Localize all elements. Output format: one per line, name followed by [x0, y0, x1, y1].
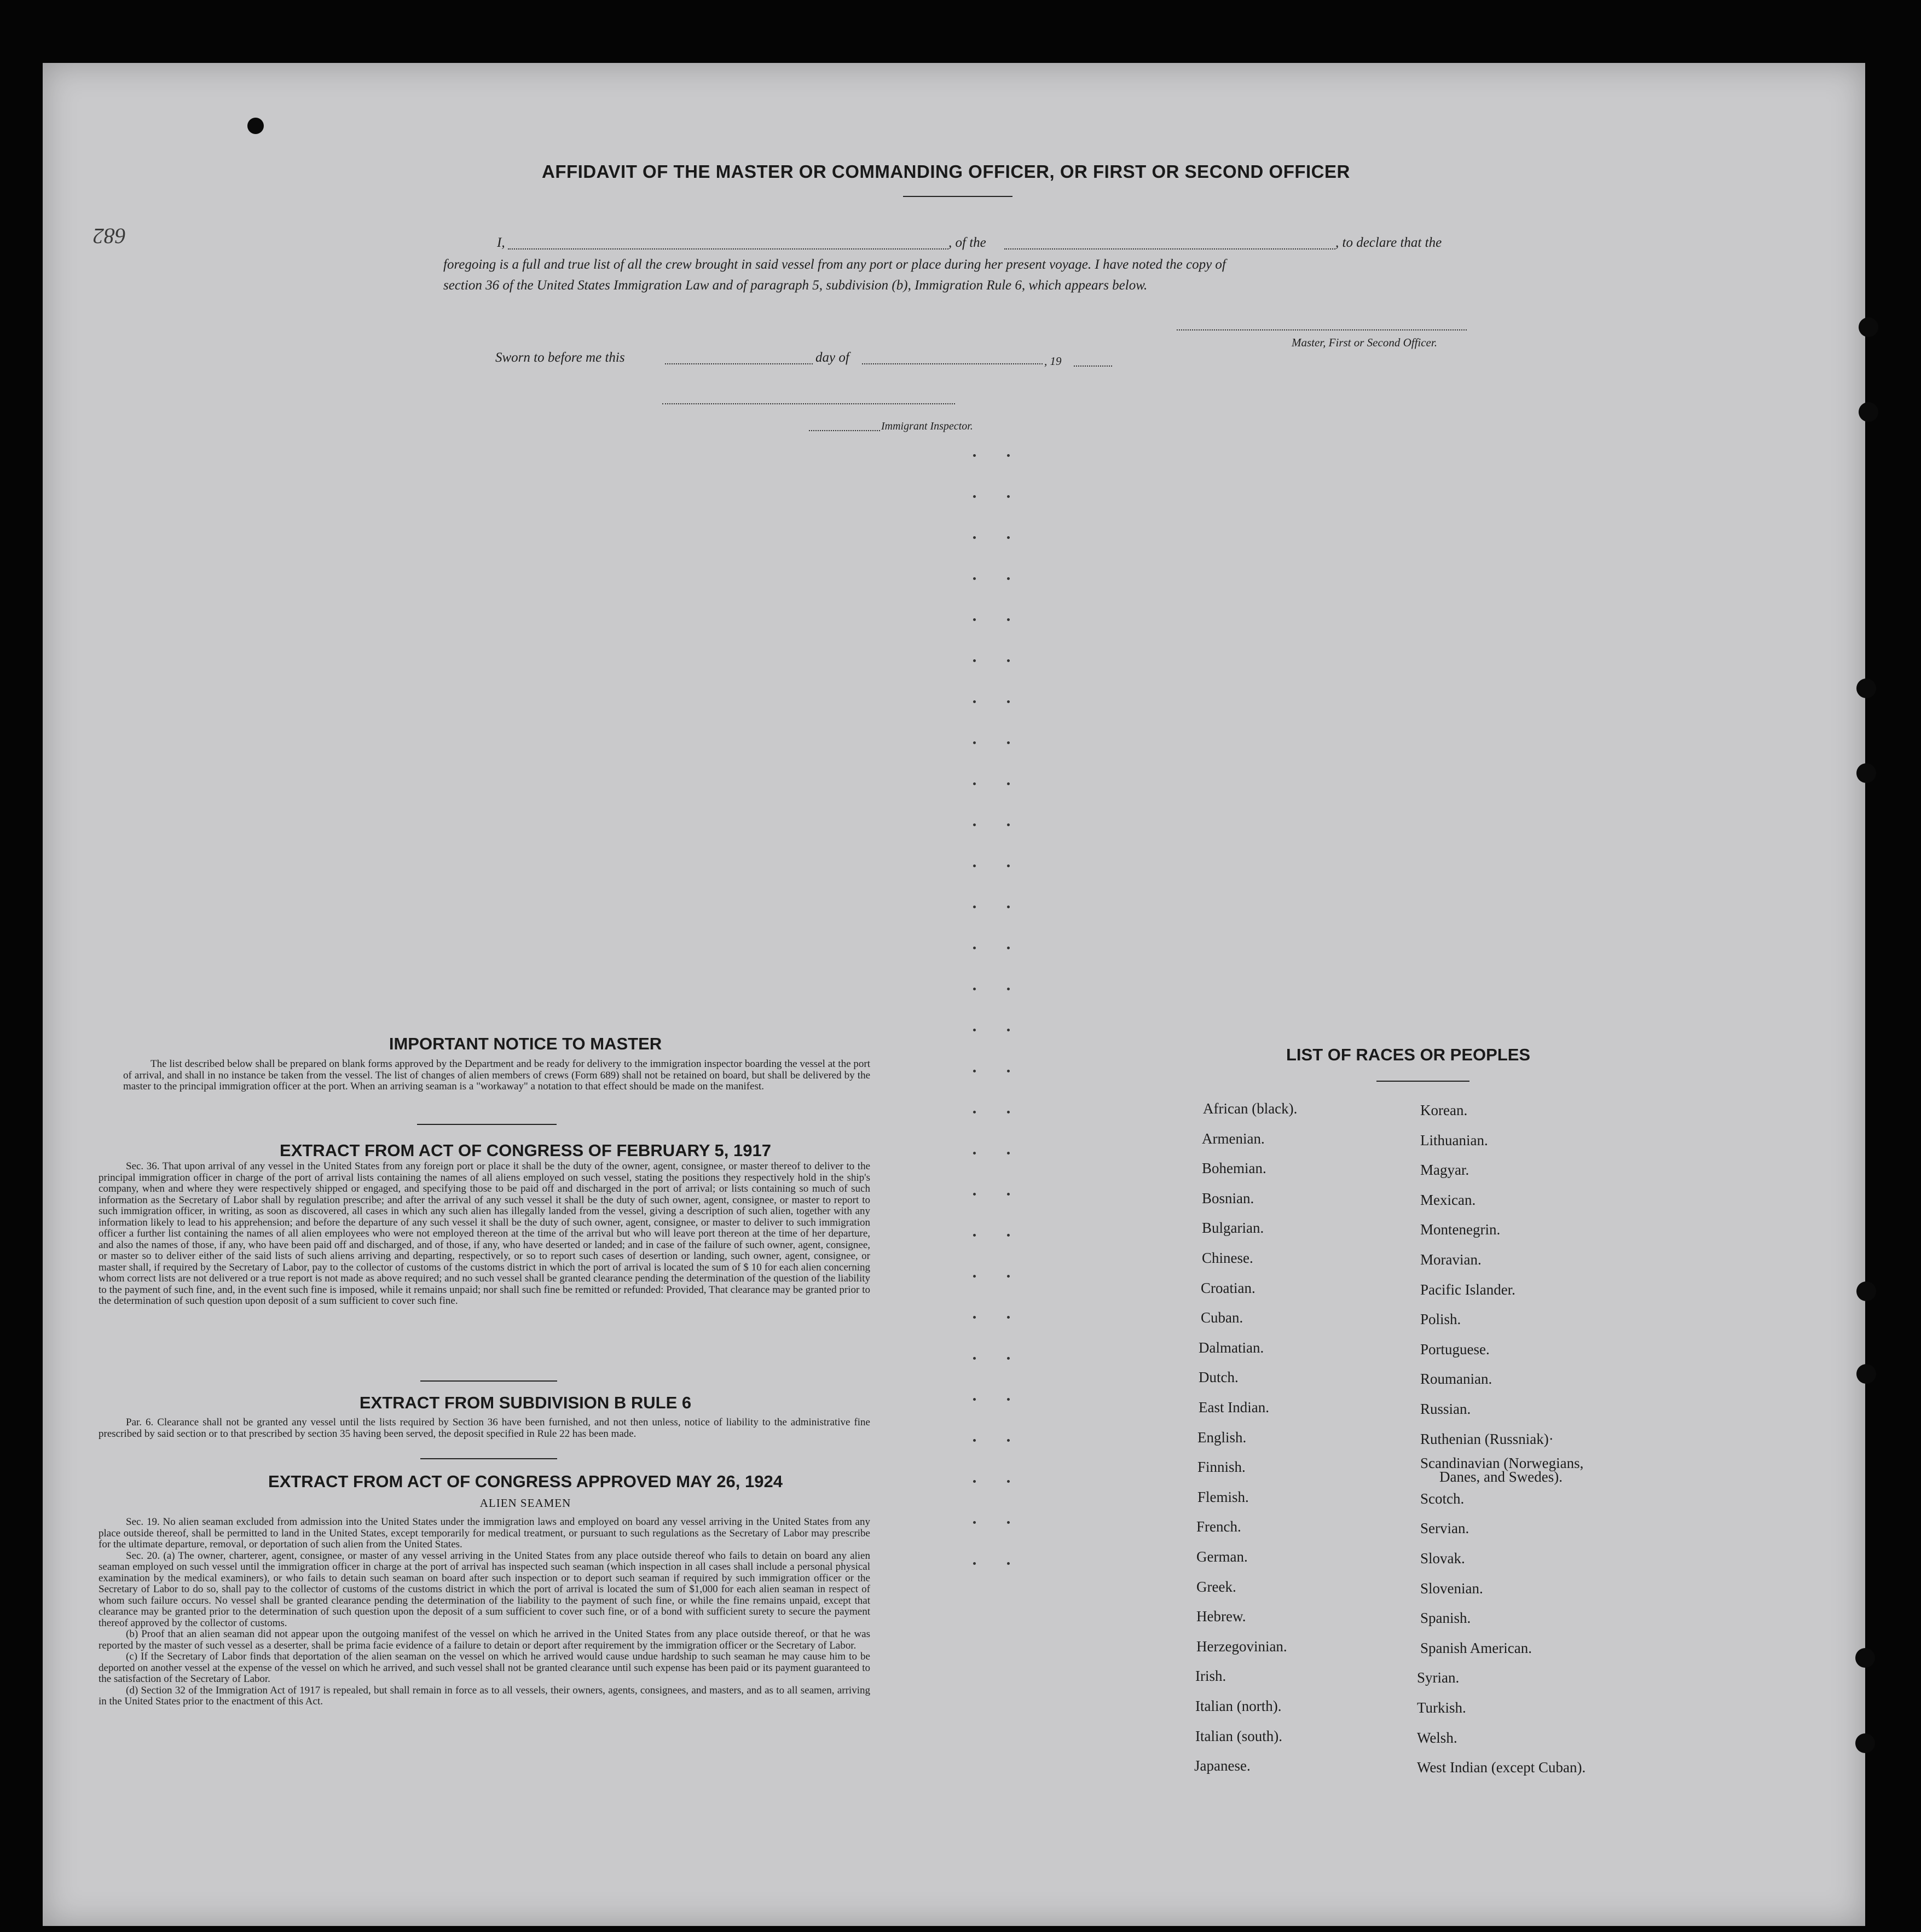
- race-item: Russian.: [1420, 1401, 1471, 1417]
- scan-speck: [973, 1357, 976, 1360]
- race-item: Montenegrin.: [1420, 1221, 1501, 1238]
- race-item: Finnish.: [1197, 1459, 1246, 1476]
- punch-hole: [1856, 678, 1876, 698]
- race-item: Ruthenian (Russniak)·: [1420, 1430, 1554, 1447]
- rule6-body: Par. 6. Clearance shall not be granted any vessel until the lists required by Section 36 have been furnished, and not then unless, notice of liability to the administrative fine prescribed by said section or to that prescribed by section 35 having been served, the deposit specified in Rule 22 has been made.: [99, 1417, 870, 1440]
- extract-1917-body: Sec. 36. That upon arrival of any vessel in the United States from any foreign port or place it shall be the duty of the owner, agent, consignee, or master thereof to deliver to the principal immigration officer in charge of the port of arrival lists containing the names of all aliens employed on such vessel, stating the positions they respectively hold in the ship's company, when and where they were respectively shipped or engaged, and specifying those to be paid off and discharged in the port of arrival; or lists containing so much of such information as the Secretary of Labor shall by regulation prescribe; and after the arrival of any such vessel it shall be the duty of such owner, agent, consignee, or master to report to such immigration officer, in writing, as soon as discovered, all cases in which any such alien has illegally landed from the vessel, giving a description of such alien, together with any information likely to lead to his apprehension; and before the departure of any such vessel it shall be the duty of such owner, agent, consignee, or master to deliver to such immigration officer a further list containing the names of all alien employees who were not employed thereon at the time of the arrival but who will leave port thereon at the time of her departure, and also the names of those, if any, who have been paid off and discharged, and of those, if any, who have deserted or landed; and in case of the failure of such owner, agent, consignee, or master so to deliver either of the said lists of such aliens arriving and departing, respectively, or so to report such cases of desertion or landing, such owner, agent, consignee, or master shall, if required by the Secretary of Labor, pay to the collector of customs of the customs district in which the port of arrival is located the sum of $ 10 for each alien concerning whom correct lists are not delivered or a true report is not made as above required; and no such vessel shall be granted clearance pending the determination of the question of the liability to the payment of such fine, and, in the event such fine is imposed, while it remains unpaid; nor shall such fine be remitted or refunded: Provided, That clearance may be granted prior to the determination of such question upon deposit of a sum sufficient to cover such fine.: [99, 1161, 870, 1307]
- race-item: Japanese.: [1194, 1757, 1251, 1774]
- punch-hole: [1855, 1648, 1875, 1668]
- affidavit-line1-mid: , of the: [948, 235, 986, 250]
- name-field[interactable]: [508, 248, 948, 250]
- race-item: Flemish.: [1197, 1488, 1249, 1505]
- signature-field[interactable]: [1177, 329, 1467, 330]
- scan-speck: [973, 577, 976, 580]
- extract-1924-title: EXTRACT FROM ACT OF CONGRESS APPROVED MAY 26, 1924: [268, 1472, 783, 1491]
- scan-speck: [1007, 1234, 1010, 1237]
- race-item: Bosnian.: [1202, 1190, 1254, 1206]
- race-item: French.: [1196, 1518, 1241, 1535]
- race-item: Croatian.: [1201, 1279, 1255, 1296]
- scan-speck: [1007, 1029, 1010, 1031]
- scan-speck: [1007, 1070, 1010, 1072]
- race-item: Dutch.: [1199, 1369, 1239, 1386]
- race-item: Portuguese.: [1420, 1341, 1490, 1357]
- race-item: Lithuanian.: [1420, 1132, 1488, 1148]
- scan-speck: [1007, 947, 1010, 949]
- race-item: Irish.: [1195, 1668, 1226, 1685]
- rule6-title: EXTRACT FROM SUBDIVISION B RULE 6: [359, 1393, 692, 1412]
- scan-speck: [1007, 865, 1010, 867]
- race-item: Moravian.: [1420, 1251, 1482, 1268]
- race-item: Cuban.: [1201, 1309, 1243, 1326]
- race-item: Syrian.: [1417, 1669, 1460, 1686]
- race-item: Servian.: [1420, 1520, 1469, 1537]
- inspector-signature-field[interactable]: [662, 403, 955, 404]
- scan-speck: [1007, 1439, 1010, 1442]
- sworn-month-field[interactable]: [862, 363, 1043, 364]
- margin-mark: 682: [93, 224, 126, 248]
- race-item: English.: [1197, 1429, 1247, 1446]
- scan-speck: [1007, 782, 1010, 785]
- race-item: Pacific Islander.: [1420, 1281, 1515, 1298]
- sec19-paragraph: Sec. 19. No alien seaman excluded from admission into the United States under the immigration laws and employed on board any vessel arriving in the United States from any place outside thereof, shall be permitted to land in the United States, except temporarily for medical treatment, or pursuant to such regulations as the Secretary of Labor may prescribe for the ultimate departure, removal, or deportation of such alien from the United States.: [99, 1516, 870, 1550]
- scan-speck: [973, 741, 976, 744]
- scan-speck: [1007, 1521, 1010, 1524]
- race-item: Slovenian.: [1420, 1580, 1483, 1597]
- races-title: LIST OF RACES OR PEOPLES: [1286, 1045, 1531, 1064]
- scan-speck: [1007, 1316, 1010, 1319]
- race-item: Greek.: [1196, 1578, 1236, 1595]
- scan-speck: [973, 1562, 976, 1565]
- scan-speck: [973, 454, 976, 457]
- scan-speck: [1007, 906, 1010, 908]
- scan-speck: [973, 618, 976, 621]
- scan-speck: [973, 659, 976, 662]
- scan-speck: [1007, 1357, 1010, 1360]
- race-item: Spanish American.: [1420, 1639, 1532, 1656]
- race-item: African (black).: [1203, 1100, 1298, 1117]
- punch-hole: [1859, 402, 1878, 422]
- divider: [420, 1380, 557, 1382]
- race-item: Korean.: [1420, 1102, 1468, 1118]
- scan-speck: [1007, 1562, 1010, 1565]
- scan-speck: [1007, 577, 1010, 580]
- scan-speck: [1007, 700, 1010, 703]
- race-item: German.: [1196, 1548, 1248, 1565]
- sworn-pre: Sworn to before me this: [495, 350, 625, 365]
- scan-speck: [1007, 536, 1010, 539]
- notice-body: The list described below shall be prepared on blank forms approved by the Department and be ready for delivery to the immigration inspector boarding the vessel at the port of arrival, and shall in no instance be taken from the vessel. The list of changes of alien members of crews (Form 689) shall not be retained on board, but shall be delivered by the master to the principal immigration officer at the port. When an arriving seaman is a "workaway" a notation to that effect should be made on the manifest.: [123, 1058, 870, 1092]
- scan-speck: [973, 1439, 976, 1442]
- affidavit-title: AFFIDAVIT OF THE MASTER OR COMMANDING OFFICER, OR FIRST OR SECOND OFFICER: [542, 161, 1350, 182]
- race-item: Scandinavian (Norwegians,: [1420, 1455, 1584, 1472]
- scan-speck: [973, 1070, 976, 1072]
- sworn-day-field[interactable]: [665, 363, 813, 364]
- race-item: Mexican.: [1420, 1191, 1476, 1208]
- scan-speck: [973, 495, 976, 498]
- scan-speck: [973, 1316, 976, 1319]
- scan-speck: [1007, 823, 1010, 826]
- sworn-mid: day of: [815, 350, 849, 365]
- affidavit-line1-post: , to declare that the: [1335, 235, 1442, 250]
- race-item: Spanish.: [1420, 1610, 1471, 1627]
- race-item: Scotch.: [1420, 1490, 1465, 1507]
- scan-speck: [973, 536, 976, 539]
- scan-speck: [973, 782, 976, 785]
- punch-hole: [1856, 1281, 1876, 1301]
- scan-speck: [1007, 659, 1010, 662]
- vessel-field[interactable]: [1004, 248, 1335, 250]
- extract-1917-title: EXTRACT FROM ACT OF CONGRESS OF FEBRUARY 5, 1917: [280, 1141, 771, 1160]
- sec20b-paragraph: (b) Proof that an alien seaman did not appear upon the outgoing manifest of the vessel on which he arrived in the United States from any place outside thereof, or that he was reported by the master of such vessel as a deserter, shall be prima facie evidence of a failure to detain or deport after requirement by the immigration officer or the Secretary of Labor.: [99, 1628, 870, 1651]
- scan-speck: [973, 823, 976, 826]
- scan-speck: [973, 906, 976, 908]
- race-item: Magyar.: [1420, 1162, 1469, 1179]
- race-item: West Indian (except Cuban).: [1417, 1759, 1586, 1776]
- race-item: Hebrew.: [1196, 1608, 1246, 1625]
- inspector-label: Immigrant Inspector.: [881, 420, 973, 432]
- scan-speck: [1007, 454, 1010, 457]
- notice-title: IMPORTANT NOTICE TO MASTER: [389, 1034, 662, 1053]
- scan-speck: [1007, 1193, 1010, 1196]
- scan-speck: [1007, 1275, 1010, 1278]
- scan-speck: [973, 1193, 976, 1196]
- divider: [1376, 1081, 1469, 1082]
- scan-speck: [1007, 618, 1010, 621]
- scan-speck: [1007, 1111, 1010, 1113]
- scan-speck: [973, 988, 976, 990]
- divider: [903, 196, 1012, 197]
- race-item: Herzegovinian.: [1196, 1638, 1287, 1655]
- race-item: Roumanian.: [1420, 1371, 1492, 1388]
- sworn-year: , 19: [1044, 355, 1062, 368]
- affidavit-line2: foregoing is a full and true list of all the crew brought in said vessel from any port or place during her present voyage. I have noted the copy of: [443, 257, 1226, 272]
- affidavit-line3: section 36 of the United States Immigration Law and of paragraph 5, subdivision (b), Immigration Rule 6, which appears below.: [443, 278, 1148, 293]
- race-item: Welsh.: [1417, 1729, 1457, 1746]
- punch-hole: [1856, 1364, 1876, 1384]
- extract-1924-subtitle: ALIEN SEAMEN: [479, 1496, 571, 1510]
- race-item: Bulgarian.: [1202, 1220, 1264, 1237]
- sec20a-paragraph: Sec. 20. (a) The owner, charterer, agent, consignee, or master of any vessel arriving in the United States from any place outside thereof who fails to detain on board any alien seaman employed on such vessel until the immigration officer in charge at the port of arrival has inspected such seaman (which inspection in all cases shall include a personal physical examination by the medical examiners), or who fails to detain such seaman on board after such inspection or to deport such seaman if required by such immigration officer or the Secretary of Labor to do so, shall pay to the collector of customs of the customs district in which the port of arrival is located the sum of $1,000 for each alien seaman in respect of whom such failure occurs. No vessel shall be granted clearance pending the determination of the liability to the payment of such fine, or while the fine remains unpaid, except that clearance may be granted prior to the determination of such question upon the deposit of a sum sufficient to cover such fine, or of a bond with sufficient surety to secure the payment thereof approved by the collector of customs.: [99, 1550, 870, 1629]
- affidavit-line1-pre: I,: [497, 235, 505, 250]
- scan-speck: [973, 700, 976, 703]
- punch-hole: [1856, 763, 1876, 783]
- inspector-dots: [809, 430, 880, 431]
- race-item: Dalmatian.: [1199, 1339, 1264, 1356]
- scan-speck: [973, 1521, 976, 1524]
- race-item: Italian (north).: [1195, 1698, 1282, 1714]
- scan-speck: [973, 865, 976, 867]
- scan-speck: [1007, 741, 1010, 744]
- divider: [420, 1458, 557, 1459]
- punch-hole: [1855, 1733, 1875, 1753]
- divider: [417, 1124, 557, 1125]
- scan-speck: [1007, 988, 1010, 990]
- extract-1924-body: [99, 1517, 870, 1708]
- race-item: Chinese.: [1202, 1250, 1253, 1266]
- race-item: East Indian.: [1199, 1399, 1269, 1415]
- race-item-continuation: Danes, and Swedes).: [1439, 1469, 1563, 1485]
- scan-speck: [973, 1029, 976, 1031]
- scan-speck: [973, 947, 976, 949]
- scan-speck: [973, 1275, 976, 1278]
- punch-hole: [247, 118, 264, 134]
- race-item: Italian (south).: [1195, 1727, 1282, 1744]
- race-item: Armenian.: [1202, 1130, 1265, 1147]
- sec20d-paragraph: (d) Section 32 of the Immigration Act of 1917 is repealed, but shall remain in force as to all vessels, their owners, agents, consignees, and masters, and as to all seamen, arriving in the United States prior to the enactment of this Act.: [99, 1684, 870, 1707]
- scan-speck: [973, 1234, 976, 1237]
- race-item: Turkish.: [1417, 1699, 1466, 1716]
- punch-hole: [1859, 317, 1878, 337]
- sworn-year-field[interactable]: [1074, 365, 1112, 367]
- scan-speck: [1007, 495, 1010, 498]
- race-item: Polish.: [1420, 1311, 1461, 1328]
- signature-label: Master, First or Second Officer.: [1292, 336, 1437, 349]
- sec20c-paragraph: (c) If the Secretary of Labor finds that deportation of the alien seaman on the vessel on which he arrived would cause undue hardship to such seaman he may cause him to be deported on another vessel at the expense of the vessel on which he arrived, and such vessel shall not be granted clearance until such expense has been paid or its payment guaranteed to the satisfaction of the Secretary of Labor.: [99, 1651, 870, 1685]
- scan-speck: [973, 1111, 976, 1113]
- race-item: Bohemian.: [1202, 1160, 1266, 1177]
- race-item: Slovak.: [1420, 1550, 1465, 1567]
